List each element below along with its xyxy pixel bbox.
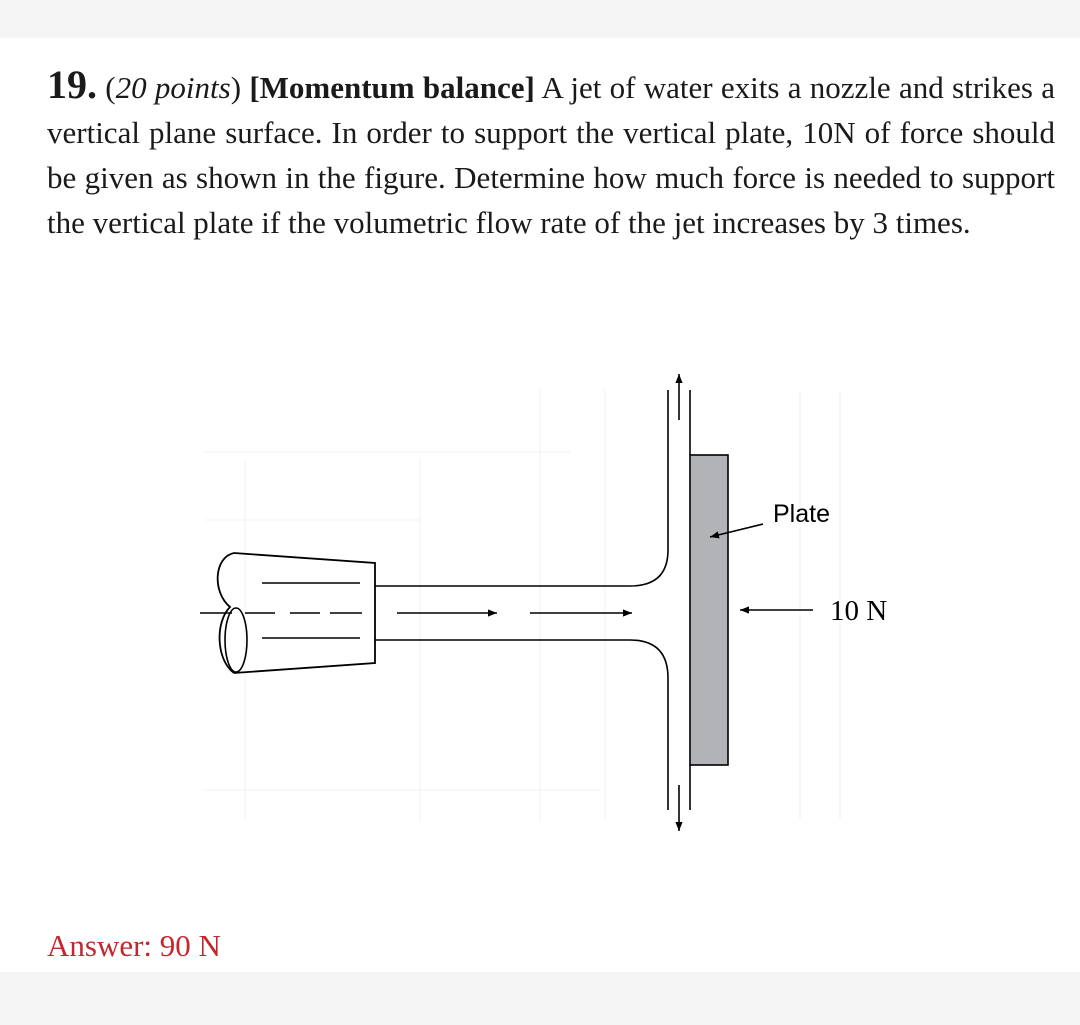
jet-upper-edge [375,390,668,586]
bottom-margin [0,972,1080,1025]
points-open: ( [105,70,116,105]
nozzle-cut-ellipse [225,608,247,672]
force-label: 10 N [830,595,888,627]
nozzle-inner-lines [262,583,360,638]
plate [690,455,728,765]
top-margin [0,0,1080,38]
problem-statement [47,62,1055,245]
problem-text: A jet of water exits a nozzle and strikes a vertical plane surface. In order to support the vertical plate, 10N of force should be given as shown in the figure. Determine how much force is needed to support the vertical plate if the volumetric flow rate of the jet increases by 3 times. [47,70,1056,240]
jet-lower-edge [375,640,668,810]
problem-points: 20 points [115,70,231,105]
problem-number: 19. [47,62,97,107]
answer-text: Answer: 90 N [47,928,221,963]
jet-plate-figure [0,360,1080,840]
points-close: ) [230,70,242,105]
plate-label: Plate [773,500,830,528]
problem-topic: [Momentum balance] [249,70,535,105]
background-trace [205,390,840,820]
